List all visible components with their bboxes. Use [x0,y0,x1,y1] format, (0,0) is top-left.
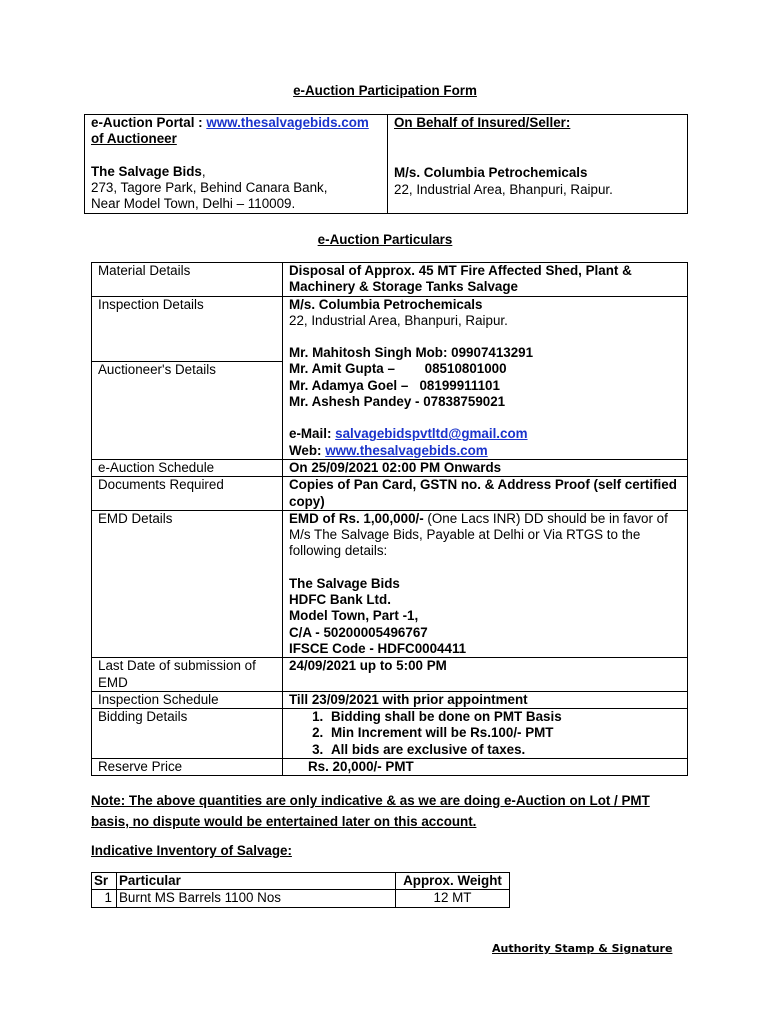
portal-suffix: of Auctioneer [91,131,177,147]
table-row [92,263,688,297]
portal-label: e-Auction Portal : [91,115,203,130]
list-item: 2. Min Increment will be Rs.100/- PMT [327,725,681,741]
bidding-value [283,709,688,759]
documents-value: Copies of Pan Card, GSTN no. & Address Proof (self certified copy) [283,477,688,511]
contact-ashesh: Mr. Ashesh Pandey - 07838759021 [289,394,506,410]
documents-label: Documents Required [92,477,283,511]
contact-amit: Mr. Amit Gupta – 08510801000 [289,361,507,377]
bank-branch: Model Town, Part -1, [289,608,419,624]
header-weight: Approx. Weight [396,873,510,890]
email-link[interactable]: salvagebidspvtltd@gmail.com [335,426,528,442]
list-item: 3. All bids are exclusive of taxes. [327,742,681,758]
inspection-label: Inspection Details [92,296,283,361]
lastdate-value: 24/09/2021 up to 5:00 PM [283,658,688,692]
contact-adamya: Mr. Adamya Goel – 08199911101 [289,377,500,393]
reserve-label: Reserve Price [92,759,283,776]
bank-ifsc: IFSCE Code - HDFC0004411 [289,640,467,656]
inventory-title: Indicative Inventory of Salvage: [91,843,292,858]
portal-link[interactable]: www.thesalvagebids.com [206,115,369,130]
auctioneer-address-line2: Near Model Town, Delhi – 110009. [91,196,296,212]
auctioneer-name: The Salvage Bids [91,163,202,179]
web-label: Web: [289,442,322,458]
inspection-address: 22, Industrial Area, Bhanpuri, Raipur. [289,312,508,328]
table-row [92,691,688,708]
table-row [92,459,688,476]
emd-text: (One Lacs INR) DD should be in favor of M/s The Salvage Bids, Payable at Delhi or Via RTGS to the following details: [289,510,668,559]
cell-sr: 1 [92,890,117,907]
cell-weight: 12 MT [396,890,510,907]
particulars-title: e-Auction Particulars [317,232,453,247]
material-label: Material Details [92,263,283,297]
header-table [84,114,688,214]
bank-name: HDFC Bank Ltd. [289,592,391,608]
table-row [92,361,688,459]
seller-cell [388,115,688,214]
table-row [92,510,688,657]
inspection-schedule-label: Inspection Schedule [92,691,283,708]
signature-label: Authority Stamp & Signature [492,942,673,955]
auctioneer-cell: e-Auction Portal : www.thesalvagebids.com of Auctioneer The Salvage Bids, 273, Tagore Park, Behind Canara Bank, Near Model Town, Delhi – 110009. [85,115,388,214]
header-particular: Particular [117,873,396,890]
note-text: Note: The above quantities are only indicative & as we are doing e-Auction on Lot / PMT basis, no dispute would be entertained later on this account. [91,793,650,829]
lastdate-label: Last Date of submission of EMD [92,658,283,692]
emd-value [283,510,688,657]
table-row [92,890,510,907]
auctioneer-details-label: Auctioneer's Details [92,361,283,459]
inspection-schedule-value: Till 23/09/2021 with prior appointment [283,691,688,708]
table-row [92,658,688,692]
bidding-label: Bidding Details [92,709,283,759]
table-row [92,709,688,759]
schedule-label: e-Auction Schedule [92,459,283,476]
behalf-label: On Behalf of Insured/Seller: [394,115,571,130]
seller-address: 22, Industrial Area, Bhanpuri, Raipur. [394,181,613,197]
auctioneer-address-line1: 273, Tagore Park, Behind Canara Bank, [91,179,328,195]
header-sr: Sr [92,873,117,890]
particulars-table [91,262,688,776]
email-label: e-Mail: [289,426,332,442]
contact-mahitosh: Mr. Mahitosh Singh Mob: 09907413291 [289,345,534,361]
material-value: Disposal of Approx. 45 MT Fire Affected Shed, Plant & Machinery & Storage Tanks Salvage [283,263,688,297]
emd-amount: EMD of Rs. 1,00,000/- [289,510,424,526]
seller-name: M/s. Columbia Petrochemicals [394,165,588,181]
inventory-table [91,872,510,908]
web-link[interactable]: www.thesalvagebids.com [325,442,488,458]
inspection-name: M/s. Columbia Petrochemicals [289,296,483,312]
table-row [92,759,688,776]
inspection-value [283,296,688,361]
bank-payee: The Salvage Bids [289,575,400,591]
bidding-list [327,709,681,758]
table-row [92,873,510,890]
auctioneer-details-value [283,361,688,459]
bank-account: C/A - 50200005496767 [289,624,428,640]
cell-particular: Burnt MS Barrels 1100 Nos [117,890,396,907]
emd-label: EMD Details [92,510,283,657]
table-row [92,296,688,361]
reserve-value: Rs. 20,000/- PMT [283,759,688,776]
form-title: e-Auction Participation Form [293,83,477,98]
list-item: 1. Bidding shall be done on PMT Basis [327,709,681,725]
schedule-value: On 25/09/2021 02:00 PM Onwards [283,459,688,476]
table-row [92,477,688,511]
